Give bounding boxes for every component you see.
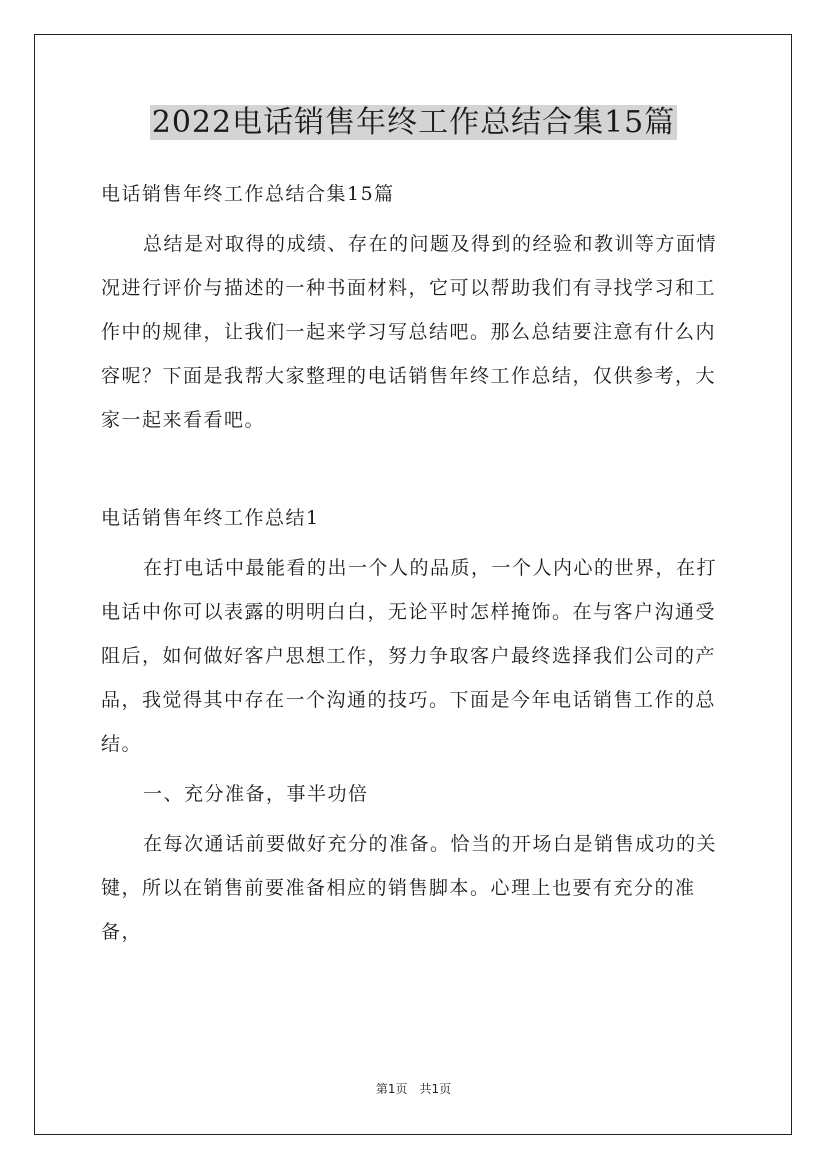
intro-paragraph: 总结是对取得的成绩、存在的问题及得到的经验和教训等方面情况进行评价与描述的一种书面材料，它可以帮助我们有寻找学习和工作中的规律，让我们一起来学习写总结吧。那么总结要注意有什么内容呢？下面是我帮大家整理的电话销售年终工作总结，仅供参考，大家一起来看看吧。 [101,233,718,431]
document-body [101,172,727,954]
section-heading: 电话销售年终工作总结1 [101,507,320,529]
spacer [101,442,727,496]
document-title [0,100,827,146]
section-paragraph: 在每次通话前要做好充分的准备。恰当的开场白是销售成功的关键，所以在销售前要准备相应的销售脚本。心理上也要有充分的准备， [101,833,718,943]
document-subtitle: 电话销售年终工作总结合集15篇 [101,183,395,205]
section-paragraph: 在打电话中最能看的出一个人的品质，一个人内心的世界，在打电话中你可以表露的明明白白，无论平时怎样掩饰。在与客户沟通受阻后，如何做好客户思想工作，努力争取客户最终选择我们公司的产品，我觉得其中存在一个沟通的技巧。下面是今年电话销售工作的总结。 [101,557,718,755]
document-title-text: 2022电话销售年终工作总结合集15篇 [151,105,676,140]
page-footer: 第1页 共1页 [375,1082,452,1096]
subsection-heading: 一、充分准备，事半功倍 [143,783,369,805]
